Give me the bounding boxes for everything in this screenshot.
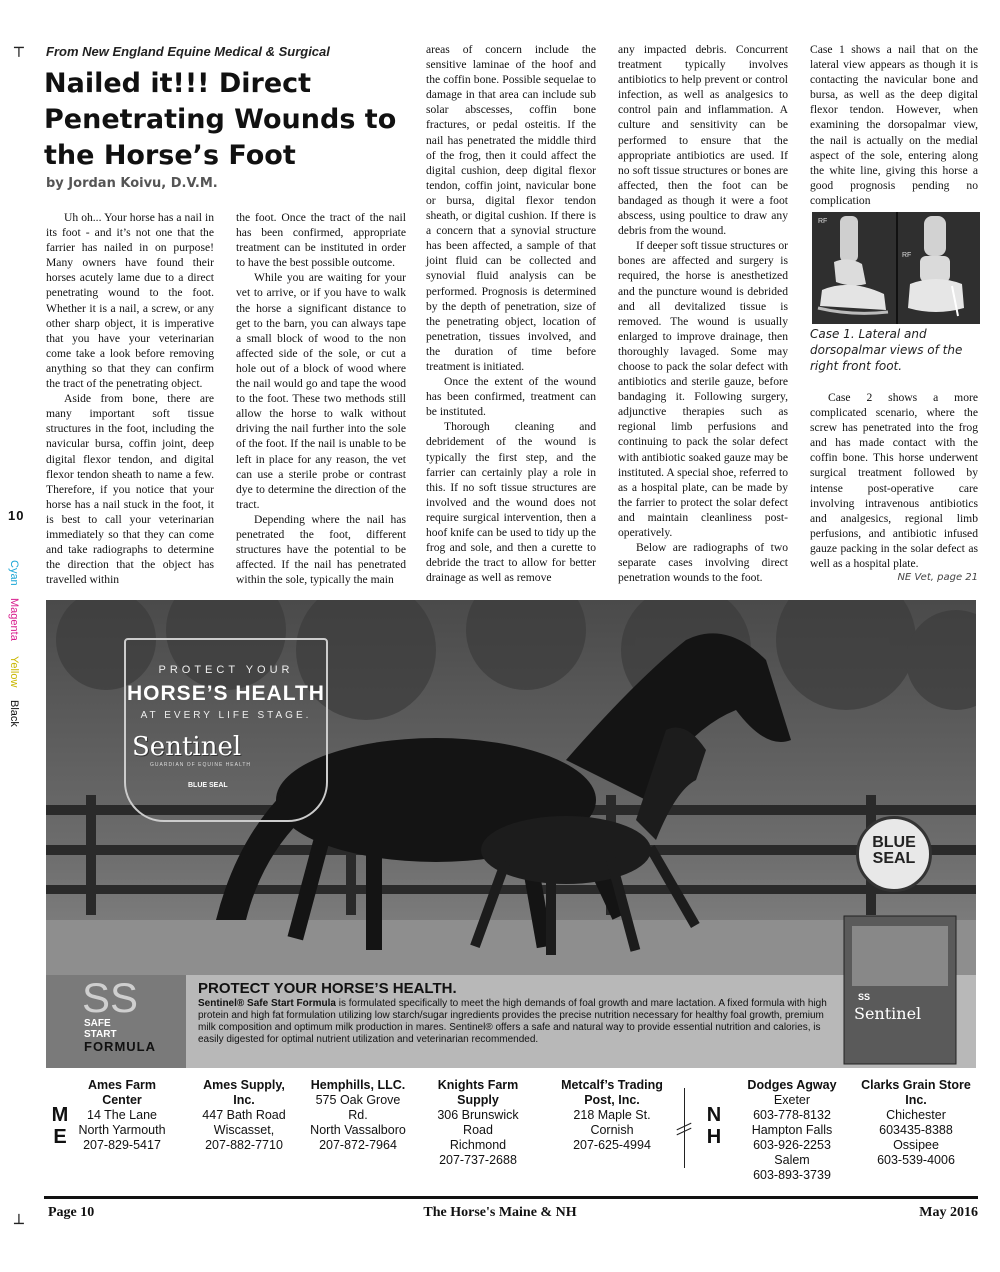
ad-headline: PROTECT YOUR HORSE’S HEALTH.	[198, 980, 457, 997]
paragraph: the foot. Once the tract of the nail has been confirmed, appropriate treatment can be instituted in order to have the best possible outcome.	[236, 211, 406, 270]
state-me-1: M	[51, 1104, 69, 1126]
dealer-line: 218 Maple St.	[573, 1108, 651, 1122]
figure-caption: Case 1. Lateral and dorsopalmar views of the right front foot.	[810, 327, 963, 373]
dealer-line: 603-539-4006	[877, 1153, 955, 1167]
dealer-name: Ames Farm	[87, 1078, 157, 1092]
footer-date: May 2016	[919, 1205, 978, 1220]
crop-mark-bottom: ┴	[14, 1214, 24, 1233]
margin-page-number: 10	[8, 508, 25, 523]
dealer-nh-1	[852, 1078, 980, 1168]
paragraph: Thorough cleaning and debridement of the wound is typically the first step, and the farrier can certainly play a role in this. If no soft tissue structures are involved and the wound does not require surgical intervention, then a hoof knife can be used to tidy up the frog and sole, and then a curette to debride the tract to allow for better drainage as well as remove	[426, 420, 596, 585]
xray-figure	[812, 212, 980, 324]
xray-label-left: RF	[818, 218, 828, 225]
dealer-line: Rd.	[348, 1108, 368, 1122]
dealer-me-1	[186, 1078, 302, 1153]
color-mark-magenta: Magenta	[8, 598, 20, 641]
ad-badge-top: PROTECT YOUR	[158, 664, 294, 676]
dealer-me-0	[66, 1078, 178, 1153]
continued-note: NE Vet, page 21	[897, 572, 978, 583]
dealer-nh-0	[734, 1078, 850, 1183]
state-me-2: E	[53, 1126, 67, 1148]
state-divider	[684, 1088, 685, 1168]
ad-badge-main: HORSE’S HEALTH	[127, 682, 325, 705]
dealer-name: Supply	[457, 1093, 499, 1107]
dealer-name: Ames Supply,	[203, 1078, 285, 1092]
dealer-me-3	[418, 1078, 538, 1168]
color-mark-yellow: Yellow	[8, 656, 20, 688]
ad-body-text: is formulated specifically to meet the high demands of foal growth and mare lactation. A fixed formula with high protein and high fat formulation utilizing low starch/sugar ingredients provides the precise nutrition necessary for healthy foal growth, premium milk composition and optimum milk production in mares. Sentinel® offers a safe and natural way to provide essential nutrition and calories, is easily digested for optimal nutrient utilization and veterinarian recommended.	[198, 998, 827, 1045]
dealer-line: Salem	[774, 1153, 810, 1167]
paragraph: any impacted debris. Concurrent treatment typically involves antibiotics to help prevent or control infection, as well as analgesics to control pain and inflammation. A culture and sensitivity can be performed to ensure that the appropriate antibiotics are used. If no soft tissue structures or bones are affected, then the foot can be bandaged as though it were a foot abscess, using poultice to draw any debris from the wound.	[618, 43, 788, 238]
article-column-5-bottom	[810, 390, 978, 571]
dealer-line: Exeter	[773, 1093, 811, 1107]
advertisement	[46, 600, 976, 1068]
xray-label-right: RF	[902, 252, 912, 259]
formula-name-1: SAFE	[84, 1018, 111, 1029]
article-title: Nailed it!!! Direct Penetrating Wounds to the Horse’s Foot	[44, 68, 397, 171]
dealer-name: Inc.	[233, 1093, 255, 1107]
article-column-4	[618, 42, 788, 585]
dealer-line: 603-926-2253	[753, 1138, 831, 1152]
dealer-name: Dodges Agway	[747, 1078, 837, 1092]
dealer-line: North Yarmouth	[78, 1123, 166, 1137]
dealer-line: Richmond	[449, 1138, 507, 1152]
dealer-line: Cornish	[590, 1123, 634, 1137]
dealer-name: Hemphills, LLC.	[310, 1078, 406, 1092]
article-kicker: From New England Equine Medical & Surgical	[46, 44, 330, 59]
footer-page: Page 10	[48, 1205, 95, 1220]
dealer-me-4	[546, 1078, 678, 1153]
dealer-line: 207-872-7964	[319, 1138, 397, 1152]
dealer-name: Center	[102, 1093, 142, 1107]
color-registration-marks	[2, 560, 24, 760]
paragraph: Case 2 shows a more complicated scenario, where the screw has penetrated into the frog and has made contact with the coffin bone. This horse underwent surgical treatment followed by intense post-operative care involving intravenous antibiotics and analgesics, regional limb perfusions, and antibiotic infused gauze packing in the solar defect as well as a hospital plate.	[810, 391, 978, 571]
ad-brand-name: Sentinel	[132, 732, 242, 762]
dealer-line: Chichester	[886, 1108, 946, 1122]
state-nh-1: N	[706, 1104, 722, 1126]
paragraph: Below are radiographs of two separate cases involving direct penetration wounds to the foot.	[618, 541, 788, 585]
paragraph: Uh oh... Your horse has a nail in its foot - and it’s not one that the farrier has nailed in on purpose! Many owners have found their horses acutely lame due to a direct penetrating wound to the foot. Whether it is a nail, a screw, or any other sharp object, it is imperative that you have your veterinarian come take a look before removing anything so that they can confirm the tract of the penetrating object.	[46, 211, 214, 391]
paragraph: Aside from bone, there are many important soft tissue structures in the foot, including the navicular bursa, coffin joint, deep digital flexor tendon, and digital flexor tendon sheath to name a few. Therefore, if you notice that your horse has a nail stuck in the foot, it is best to call your veterinarian immediately so that they can come and take radiographs to determine the direction that the object has travelled within	[46, 392, 214, 587]
formula-code: SS	[82, 974, 139, 1021]
article-column-5-top	[810, 42, 978, 208]
color-mark-black: Black	[8, 700, 20, 727]
state-nh-2: H	[706, 1126, 722, 1148]
ad-brand-logo	[132, 732, 272, 789]
paragraph: If deeper soft tissue structures or bones are affected and surgery is required, the horse is anesthetized and the puncture wound is debrided and all devitalized tissue is removed. The wound is usually enlarged to improve drainage, then thoroughly lavaged. Some may choose to pack the solar defect with antibiotics and sterile gauze, before bandaging it. Following surgery, adjunctive therapies such as regional limb perfusions and continuing to pack the solar defect with antibiotic soaked gauze may be instituted. A special shoe, referred to as a hospital plate, can be made by the farrier to protect the solar defect and maintain cleanliness post-operatively.	[618, 239, 788, 539]
dealer-line: Ossipee	[893, 1138, 939, 1152]
dealer-name: Post, Inc.	[584, 1093, 640, 1107]
bag-brand: Sentinel	[854, 1004, 922, 1023]
dealer-line: Road	[463, 1123, 493, 1137]
dealer-line: 603-778-8132	[753, 1108, 831, 1122]
ad-badge-sub: AT EVERY LIFE STAGE.	[140, 710, 312, 721]
blue-seal-line2: SEAL	[872, 850, 916, 867]
dealer-line: 447 Bath Road	[202, 1108, 286, 1122]
dealer-name: Clarks Grain Store	[861, 1078, 971, 1092]
dealer-name: Knights Farm	[437, 1078, 519, 1092]
formula-name-3: FORMULA	[84, 1039, 156, 1054]
xray-image	[812, 212, 980, 324]
dealer-line: North Vassalboro	[310, 1123, 406, 1137]
paragraph: While you are waiting for your vet to arrive, or if you have to walk the horse a significant distance to get to the barn, you can always tape a small block of wood to the non affected side of the sole, or cut a hole out of a block of wood where the nail would go and tape the wood to the foot. These two methods still allow the horse to walk without driving the nail further into the sole of the foot. If the nail is unable to be left in place for any reason, the vet can use a sterile probe or contrast dye to determine the direction of the tract.	[236, 271, 406, 511]
dealer-line: Hampton Falls	[751, 1123, 833, 1137]
dealer-line: 603435-8388	[879, 1123, 953, 1137]
ad-brand-tag: GUARDIAN OF EQUINE HEALTH	[150, 762, 252, 768]
dealer-line: 207-737-2688	[439, 1153, 517, 1167]
paragraph: Once the extent of the wound has been confirmed, treatment can be instituted.	[426, 375, 596, 419]
article-column-3	[426, 42, 596, 585]
color-mark-cyan: Cyan	[8, 560, 20, 586]
dealer-line: 575 Oak Grove	[315, 1093, 401, 1107]
paragraph: Depending where the nail has penetrated the foot, different structures have the potential to be affected. If the nail has penetrated within the sole, typically the main	[236, 512, 406, 587]
formula-name-2: START	[84, 1029, 117, 1040]
ad-body-lead: Sentinel® Safe Start Formula	[198, 998, 336, 1009]
dealer-line: 207-829-5417	[83, 1138, 161, 1152]
blue-seal-line1: BLUE	[872, 834, 916, 851]
footer-rule	[44, 1196, 978, 1199]
dealer-line: 207-882-7710	[205, 1138, 283, 1152]
dealer-name: Inc.	[905, 1093, 927, 1107]
blue-seal-logo	[856, 816, 932, 892]
paragraph: Case 1 shows a nail that on the lateral view appears as though it is contacting the navicular bone and bursa, as well as the deep digital flexor tendon. However, when examining the dorsopalmar view, the nail is actually on the medial aspect of the sole, entering along the white line, giving this horse a good prognosis pending no complication	[810, 43, 978, 207]
dealer-line: 306 Brunswick	[437, 1108, 519, 1122]
ad-body	[198, 998, 828, 1046]
state-nh	[700, 1104, 728, 1148]
dealer-line: 207-625-4994	[573, 1138, 651, 1152]
article-column-2	[236, 210, 406, 587]
bag-label: SS	[858, 992, 871, 1002]
dealer-line: 603-893-3739	[753, 1168, 831, 1182]
crop-mark-top: ┬	[14, 38, 24, 57]
ad-brand-small: BLUE SEAL	[188, 782, 228, 789]
dealer-line: 14 The Lane	[87, 1108, 157, 1122]
dealer-me-2	[300, 1078, 416, 1153]
dealer-name: Metcalf’s Trading	[561, 1078, 663, 1092]
paragraph: areas of concern include the sensitive laminae of the hoof and the coffin bone. Possible sequelae to damage in that area can include sub solar abscesses, coffin bone fractures, or pedal osteitis. If the nail has penetrated the middle third of the frog, then it could affect the digital cushion, deep digital flexor tendon, coffin joint, navicular bone or bursa, digital flexor tendon sheath, or digital cushion. If there is a concern that a synovial structure has been affected, a sample of that joint fluid can be collected and synovial fluid analysis can be performed. Prognosis is determined by the depth of penetration, size of the penetrating object, location of penetration, tissues involved, and the duration of time before treatment is initiated.	[426, 43, 596, 373]
article-byline: by Jordan Koivu, D.V.M.	[46, 176, 218, 191]
dealer-line: Wiscasset,	[213, 1123, 275, 1137]
footer-publication: The Horse's Maine & NH	[423, 1205, 577, 1220]
article-column-1	[46, 210, 214, 587]
